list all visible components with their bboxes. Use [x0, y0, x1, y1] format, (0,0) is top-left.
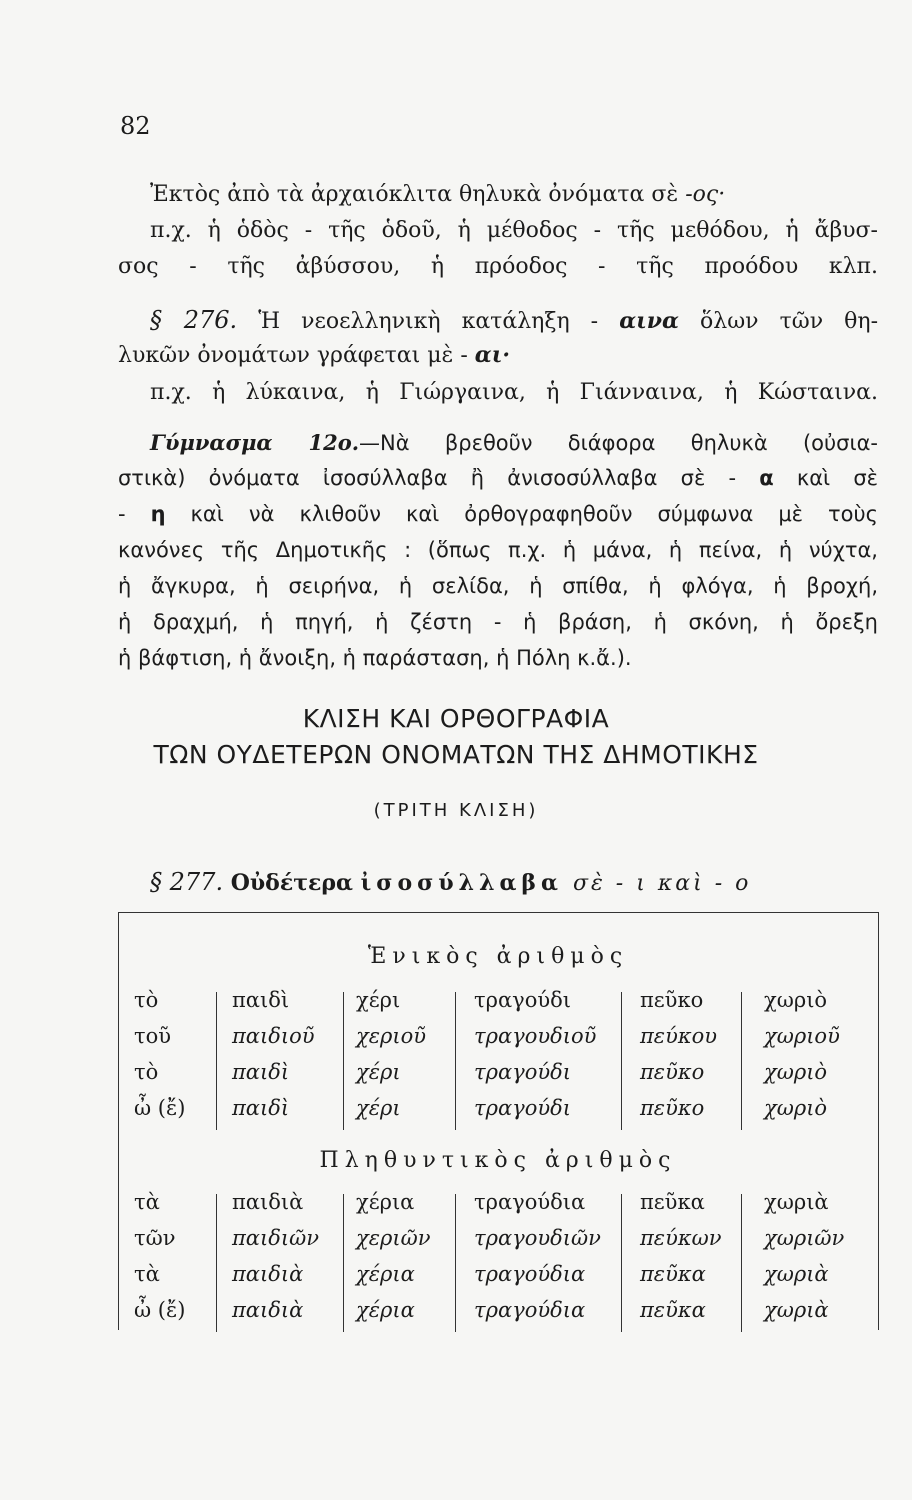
table-cell: χεριῶν: [356, 1226, 431, 1250]
exercise-line-6: ἡ δραχμή, ἡ πηγή, ἡ ζέστη - ἡ βράση, ἡ σκόνη, ἡ ὄρεξη: [118, 610, 878, 634]
table-cell: παιδὶ: [232, 1060, 290, 1084]
section-277-spaced: ἰσοσύλλαβα: [360, 870, 563, 896]
column-separator: [455, 1194, 456, 1332]
section-276-number: § 276.: [150, 306, 238, 334]
table-article: ὦ (ἔ): [134, 1298, 186, 1322]
column-separator: [741, 1194, 742, 1332]
table-cell: πεύκων: [640, 1226, 722, 1250]
column-separator: [455, 992, 456, 1130]
exercise-line-1: [150, 430, 878, 455]
intro-text: Ἐκτὸς ἀπὸ τὰ ἀρχαιόκλιτα θηλυκὰ ὀνόματα σὲ: [150, 182, 686, 207]
exercise-line-5: ἡ ἄγκυρα, ἡ σειρήνα, ἡ σελίδα, ἡ σπίθα, ἡ φλόγα, ἡ βροχή,: [118, 574, 878, 598]
intro-line-3: σος - τῆς ἀβύσσου, ἡ πρόοδος - τῆς προόδου κλπ.: [118, 254, 878, 279]
table-cell: πεύκου: [640, 1024, 718, 1048]
section-276-line-2: [118, 342, 510, 368]
table-cell: παιδιὰ: [232, 1298, 304, 1322]
table-cell: πεῦκο: [640, 988, 704, 1012]
table-cell: χέρια: [356, 1298, 415, 1322]
table-cell: χέρια: [356, 1190, 415, 1214]
heading-line-2: ΤΩΝ ΟΥΔΕΤΕΡΩΝ ΟΝΟΜΑΤΩΝ ΤΗΣ ΔΗΜΟΤΙΚΗΣ: [153, 740, 759, 769]
column-separator: [343, 992, 344, 1130]
intro-line-1: [150, 182, 725, 207]
exercise-line-7: ἡ βάφτιση, ἡ ἄνοιξη, ἡ παράσταση, ἡ Πόλη κ.ἄ.).: [118, 646, 632, 670]
table-cell: χωριὰ: [764, 1190, 829, 1214]
table-cell: παιδιὰ: [232, 1262, 304, 1286]
table-left-border: [118, 912, 119, 1330]
section-277-endings: σὲ - ι καὶ - ο: [562, 871, 752, 896]
table-cell: τραγούδι: [474, 988, 571, 1012]
table-article: ὦ (ἔ): [134, 1096, 186, 1120]
table-cell: χωριοῦ: [764, 1024, 840, 1048]
table-cell: χωριὰ: [764, 1262, 829, 1286]
table-cell: τραγούδια: [474, 1190, 586, 1214]
table-cell: τραγούδι: [474, 1060, 571, 1084]
table-article: τὰ: [134, 1190, 160, 1214]
table-cell: χωριῶν: [764, 1226, 845, 1250]
exercise-text-2a: στικὰ) ὀνόματα ἰσοσύλλαβα ἢ ἀνισοσύλλαβα σὲ -: [118, 466, 760, 490]
table-cell: χεριοῦ: [356, 1024, 426, 1048]
table-cell: χέρι: [356, 988, 401, 1012]
exercise-ending-a: α: [759, 466, 774, 490]
table-cell: παιδὶ: [232, 1096, 290, 1120]
intro-ending: -ος·: [685, 182, 726, 207]
table-article: τὰ: [134, 1262, 160, 1286]
section-276-text: Ἡ νεοελληνικὴ κατάληξη -: [237, 309, 620, 334]
exercise-line-4: κανόνες τῆς Δημοτικῆς : (ὅπως π.χ. ἡ μάνα, ἡ πείνα, ἡ νύχτα,: [118, 538, 878, 562]
table-cell: χέρια: [356, 1262, 415, 1286]
section-276-text-2: ὅλων τῶν θη-: [678, 309, 878, 334]
table-cell: χωριὸ: [764, 1060, 828, 1084]
exercise-text-3a: -: [118, 502, 151, 526]
table-cell: χέρι: [356, 1096, 401, 1120]
heading-subtitle: (ΤΡΙΤΗ ΚΛΙΣΗ): [373, 800, 539, 821]
intro-line-2: π.χ. ἡ ὁδὸς - τῆς ὁδοῦ, ἡ μέθοδος - τῆς μεθόδου, ἡ ἄβυσ-: [150, 218, 878, 243]
table-cell: χωριὰ: [764, 1298, 829, 1322]
heading-line-1: ΚΛΙΣΗ ΚΑΙ ΟΡΘΟΓΡΑΦΙΑ: [302, 704, 610, 733]
table-cell: πεῦκο: [640, 1096, 705, 1120]
exercise-line-2: [118, 466, 878, 490]
table-article: τοῦ: [134, 1024, 172, 1048]
table-cell: τραγουδιῶν: [474, 1226, 601, 1250]
table-cell: παιδιὰ: [232, 1190, 304, 1214]
table-cell: χέρι: [356, 1060, 401, 1084]
table-cell: τραγούδια: [474, 1298, 586, 1322]
column-separator: [216, 1194, 217, 1332]
table-cell: τραγούδι: [474, 1096, 571, 1120]
table-cell: χωριὸ: [764, 1096, 828, 1120]
exercise-text-3c: καὶ νὰ κλιθοῦν καὶ ὀρθογραφηθοῦν σύμφωνα μὲ τοὺς: [165, 502, 878, 526]
column-separator: [621, 992, 622, 1130]
section-276-example: π.χ. ἡ λύκαινα, ἡ Γιώργαινα, ἡ Γιάνναινα, ἡ Κώσταινα.: [150, 380, 878, 405]
section-276-line2-ending: αι·: [474, 342, 511, 368]
column-separator: [741, 992, 742, 1130]
exercise-text: —Νὰ βρεθοῦν διάφορα θηλυκὰ (οὐσια-: [359, 431, 878, 455]
table-cell: παιδὶ: [232, 988, 290, 1012]
section-277-line: [150, 868, 751, 896]
table-right-border: [878, 912, 879, 1330]
table-article: τῶν: [134, 1226, 176, 1250]
exercise-label: Γύμνασμα 12ο.: [150, 430, 360, 455]
section-276-ending: αινα: [619, 308, 679, 334]
table-cell: παιδιῶν: [232, 1226, 319, 1250]
table-article: τὸ: [134, 1060, 159, 1084]
table-cell: τραγουδιοῦ: [474, 1024, 597, 1048]
table-cell: πεῦκα: [640, 1262, 706, 1286]
singular-header: Ἑνικὸς ἀριθμὸς: [367, 944, 629, 969]
section-277-label: Οὐδέτερα: [223, 870, 361, 896]
table-cell: τραγούδια: [474, 1262, 586, 1286]
section-277-number: § 277.: [150, 868, 224, 896]
exercise-text-2c: καὶ σὲ: [773, 466, 878, 490]
column-separator: [343, 1194, 344, 1332]
section-276-line-1: [150, 306, 878, 334]
table-cell: χωριὸ: [764, 988, 828, 1012]
table-cell: παιδιοῦ: [232, 1024, 315, 1048]
exercise-ending-h: η: [150, 502, 166, 526]
exercise-line-3: [118, 502, 878, 526]
table-cell: πεῦκα: [640, 1190, 705, 1214]
plural-header: Πληθυντικὸς ἀριθμὸς: [319, 1148, 677, 1173]
section-276-line2-text: λυκῶν ὀνομάτων γράφεται μὲ -: [118, 343, 475, 368]
table-cell: πεῦκα: [640, 1298, 706, 1322]
table-cell: πεῦκο: [640, 1060, 705, 1084]
table-top-rule: [118, 912, 878, 913]
column-separator: [621, 1194, 622, 1332]
table-article: τὸ: [134, 988, 159, 1012]
page-number: 82: [120, 112, 151, 140]
column-separator: [216, 992, 217, 1130]
